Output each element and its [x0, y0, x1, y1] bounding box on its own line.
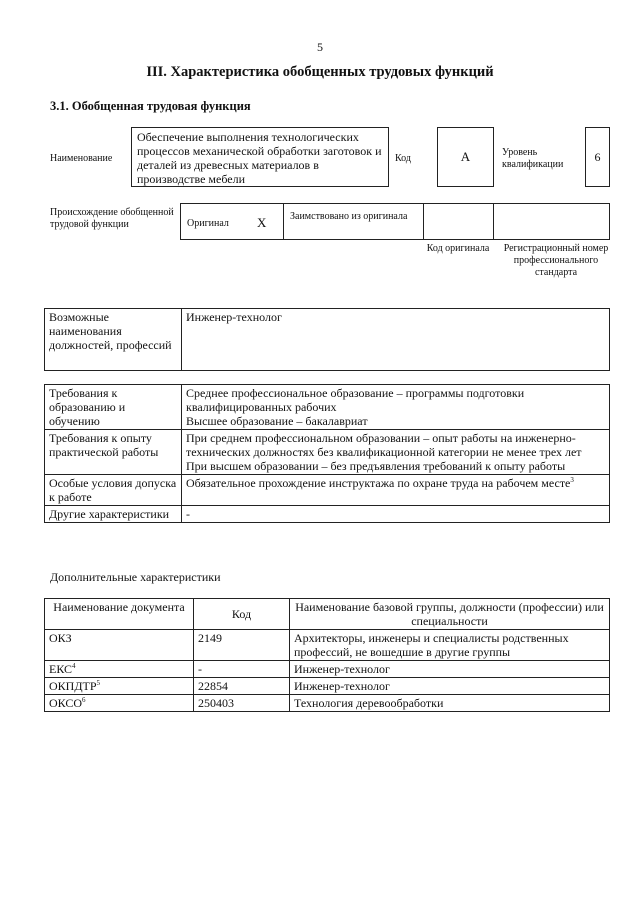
page-number: 5 — [317, 40, 323, 54]
code-label: Код — [395, 153, 411, 164]
column-header: Наименование документа — [45, 599, 194, 630]
name-cell: Инженер-технолог — [290, 678, 610, 695]
original-mark: X — [257, 215, 267, 230]
footnote-ref: 3 — [570, 476, 574, 484]
subsection-title: 3.1. Обобщенная трудовая функция — [50, 99, 251, 113]
level-label: Уровень квалификации — [502, 147, 564, 170]
name-label: Наименование — [50, 153, 113, 164]
experience-line: При высшем образовании – без предъявления требований к опыту работы — [186, 459, 566, 473]
table-row — [45, 695, 610, 712]
doc-name: ЕКС — [49, 662, 73, 676]
code-cell: 2149 — [194, 630, 290, 661]
origin-divider — [423, 203, 424, 240]
additional-heading: Дополнительные характеристики — [50, 570, 221, 584]
borrowed-label: Заимствовано из оригинала — [290, 211, 408, 222]
name-cell: Технология деревообработки — [290, 695, 610, 712]
positions-value: Инженер-технолог — [182, 309, 610, 371]
origin-divider — [493, 203, 494, 240]
positions-label: Возможные наименования должностей, профессий — [45, 309, 182, 371]
column-header: Наименование базовой группы, должности (профессии) или специальности — [290, 599, 610, 630]
doc-name: ОКЗ — [49, 631, 72, 645]
level-value: 6 — [585, 127, 610, 187]
table-row — [45, 678, 610, 695]
special-conditions-label: Особые условия допуска к работе — [45, 475, 182, 506]
name-cell: Архитекторы, инженеры и специалисты родственных профессий, не вошедшие в другие группы — [290, 630, 610, 661]
other-label: Другие характеристики — [45, 506, 182, 523]
function-name: Обеспечение выполнения технологических процессов механической обработки заготовок и деталей из древесных материалов в производстве мебели — [131, 127, 389, 187]
origin-divider — [283, 203, 284, 240]
code-original-caption: Код оригинала — [426, 243, 490, 254]
footnote-ref: 6 — [82, 696, 86, 704]
table-row — [45, 661, 610, 678]
name-cell: Инженер-технолог — [290, 661, 610, 678]
code-cell: 22854 — [194, 678, 290, 695]
doc-name: ОКПДТР — [49, 679, 97, 693]
positions-table — [44, 308, 610, 371]
footnote-ref: 5 — [96, 679, 101, 687]
experience-line: При среднем профессиональном образовании – опыт работы на инженерно-технических должностях без квалификационной категории не менее трех лет — [186, 431, 582, 459]
footnote-ref: 4 — [72, 662, 76, 670]
origin-label: Происхождение обобщенной трудовой функции — [50, 207, 174, 230]
education-label: Требования к образованию и обучению — [45, 385, 182, 430]
table-row — [45, 630, 610, 661]
code-cell: - — [194, 661, 290, 678]
registration-number-caption: Регистрационный номер профессионального стандарта — [503, 243, 609, 278]
section-title: III. Характеристика обобщенных трудовых функций — [146, 64, 494, 80]
doc-name: ОКСО — [49, 696, 83, 710]
code-value: А — [437, 127, 494, 187]
doc-cell — [45, 678, 194, 695]
special-conditions-value — [182, 475, 610, 506]
experience-label: Требования к опыту практической работы — [45, 430, 182, 475]
doc-cell — [45, 661, 194, 678]
experience-value — [182, 430, 610, 475]
other-value: - — [182, 506, 610, 523]
original-label: Оригинал — [187, 218, 229, 229]
column-header: Код — [194, 599, 290, 630]
doc-cell — [45, 695, 194, 712]
education-line: Среднее профессиональное образование – программы подготовки квалифицированных рабочих — [186, 386, 525, 414]
education-line: Высшее образование – бакалавриат — [186, 414, 368, 428]
requirements-table — [44, 384, 610, 523]
doc-cell — [45, 630, 194, 661]
special-conditions-text: Обязательное прохождение инструктажа по охране труда на рабочем месте — [186, 476, 571, 490]
education-value — [182, 385, 610, 430]
additional-table — [44, 598, 610, 712]
code-cell: 250403 — [194, 695, 290, 712]
